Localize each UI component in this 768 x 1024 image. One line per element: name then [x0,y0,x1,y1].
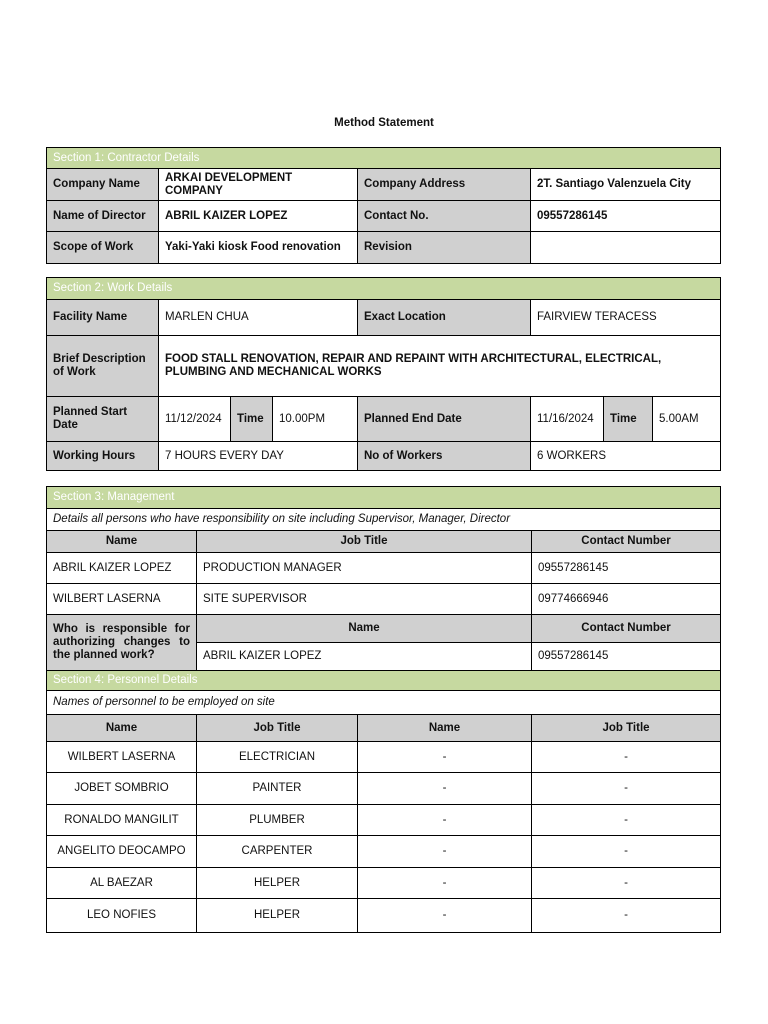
location-label: Exact Location [358,300,531,336]
personnel-name: RONALDO MANGILIT [47,805,197,836]
resp-col-contact: Contact Number [532,615,721,643]
end-time-label: Time [604,397,653,442]
personnel-job-2: - [532,836,721,868]
contact-value: 09557286145 [531,201,721,232]
company-address-value: 2T. Santiago Valenzuela City [531,169,721,201]
personnel-job: HELPER [197,899,358,933]
scope-value: Yaki-Yaki kiosk Food renovation [159,232,358,264]
personnel-col-name-2: Name [358,715,532,742]
personnel-job: ELECTRICIAN [197,742,358,773]
table-row [47,553,721,584]
facility-label: Facility Name [47,300,159,336]
personnel-name-2: - [358,899,532,933]
table-row [47,584,721,615]
table-row [47,742,721,773]
personnel-job: HELPER [197,868,358,899]
mgmt-col-job: Job Title [197,531,532,553]
table-row [47,836,721,868]
mgmt-name: WILBERT LASERNA [47,584,197,615]
start-time-label: Time [231,397,273,442]
mgmt-contact: 09774666946 [532,584,721,615]
section-4-header: Section 4: Personnel Details [47,671,721,691]
personnel-name-2: - [358,868,532,899]
personnel-name: ANGELITO DEOCAMPO [47,836,197,868]
planned-start-label: Planned Start Date [47,397,159,442]
personnel-name: WILBERT LASERNA [47,742,197,773]
mgmt-col-name: Name [47,531,197,553]
responsible-name: ABRIL KAIZER LOPEZ [197,643,532,671]
planned-start-date: 11/12/2024 [159,397,231,442]
responsible-contact: 09557286145 [532,643,721,671]
workers-value: 6 WORKERS [531,442,721,471]
personnel-job-2: - [532,773,721,805]
mgmt-col-contact: Contact Number [532,531,721,553]
working-hours-value: 7 HOURS EVERY DAY [159,442,358,471]
section-4-note: Names of personnel to be employed on site [47,691,721,715]
mgmt-name: ABRIL KAIZER LOPEZ [47,553,197,584]
personnel-job-2: - [532,742,721,773]
contact-label: Contact No. [358,201,531,232]
section-1-header: Section 1: Contractor Details [47,148,721,169]
company-name-value: ARKAI DEVELOPMENT COMPANY [159,169,358,201]
section-2-table [46,277,721,471]
personnel-name-2: - [358,773,532,805]
personnel-name: LEO NOFIES [47,899,197,933]
company-address-label: Company Address [358,169,531,201]
personnel-job: PLUMBER [197,805,358,836]
planned-start-time: 10.00PM [273,397,358,442]
facility-value: MARLEN CHUA [159,300,358,336]
location-value: FAIRVIEW TERACESS [531,300,721,336]
personnel-job-2: - [532,899,721,933]
personnel-job: CARPENTER [197,836,358,868]
section-1-table [46,147,721,264]
planned-end-time: 5.00AM [653,397,721,442]
company-name-label: Company Name [47,169,159,201]
mgmt-job: SITE SUPERVISOR [197,584,532,615]
workers-label: No of Workers [358,442,531,471]
table-row [47,868,721,899]
responsible-label: Who is responsible for authorizing changes to the planned work? [47,615,197,671]
personnel-name: AL BAEZAR [47,868,197,899]
personnel-name-2: - [358,742,532,773]
section-3-note: Details all persons who have responsibility on site including Supervisor, Manager, Director [47,509,721,531]
table-row [47,773,721,805]
brief-description-value: FOOD STALL RENOVATION, REPAIR AND REPAINT WITH ARCHITECTURAL, ELECTRICAL, PLUMBING AND MECHANICAL WORKS [159,336,721,397]
personnel-name-2: - [358,805,532,836]
section-3-header: Section 3: Management [47,487,721,509]
mgmt-job: PRODUCTION MANAGER [197,553,532,584]
personnel-name: JOBET SOMBRIO [47,773,197,805]
personnel-name-2: - [358,836,532,868]
mgmt-contact: 09557286145 [532,553,721,584]
scope-label: Scope of Work [47,232,159,264]
table-row [47,805,721,836]
resp-col-name: Name [197,615,532,643]
director-label: Name of Director [47,201,159,232]
table-row [47,899,721,933]
working-hours-label: Working Hours [47,442,159,471]
document-title: Method Statement [334,117,434,129]
personnel-job-2: - [532,868,721,899]
personnel-col-name-1: Name [47,715,197,742]
planned-end-date: 11/16/2024 [531,397,604,442]
brief-description-label: Brief Description of Work [47,336,159,397]
personnel-job-2: - [532,805,721,836]
director-value: ABRIL KAIZER LOPEZ [159,201,358,232]
section-3-4-table [46,486,721,933]
planned-end-label: Planned End Date [358,397,531,442]
personnel-col-job-2: Job Title [532,715,721,742]
personnel-col-job-1: Job Title [197,715,358,742]
revision-label: Revision [358,232,531,264]
section-2-header: Section 2: Work Details [47,278,721,300]
personnel-job: PAINTER [197,773,358,805]
revision-value [531,232,721,264]
